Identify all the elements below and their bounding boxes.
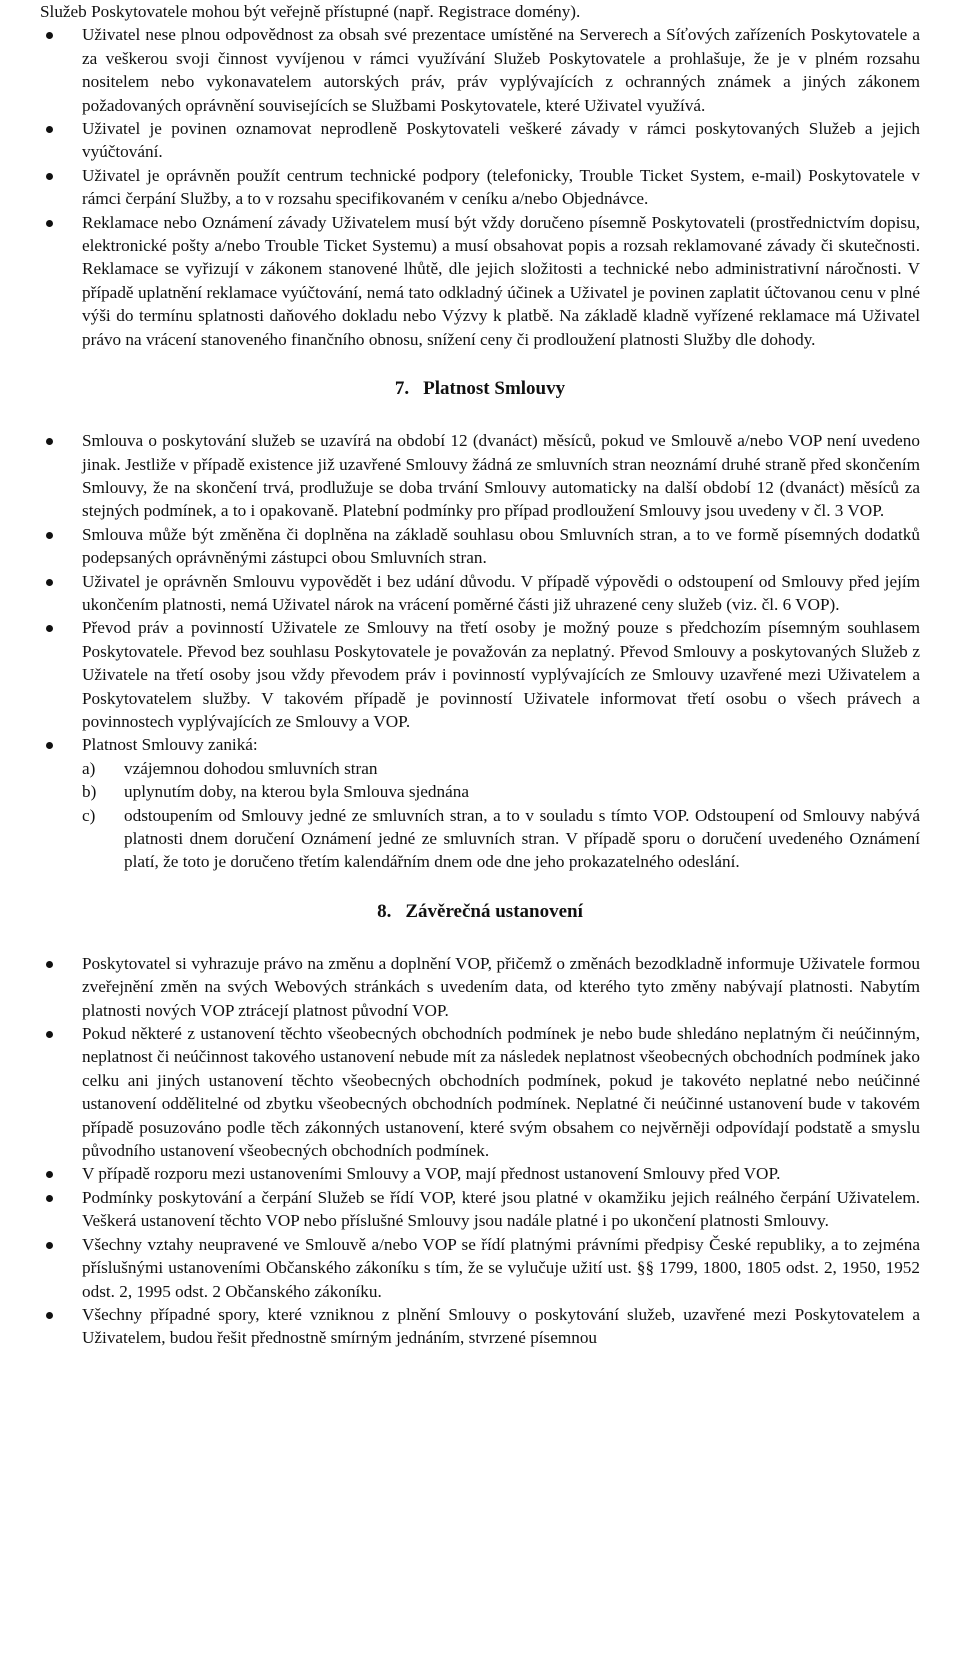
list-item-text: Uživatel je oprávněn použít centrum technické podpory (telefonicky, Trouble Ticket System, e-mail) Poskytovatele v rámci čerpání Služby, a to v rozsahu specifikovaném v ceníku a/nebo Objednávce.: [82, 165, 920, 209]
list-item: [82, 733, 920, 873]
list-item-text: Reklamace nebo Oznámení závady Uživatelem musí být vždy doručeno písemně Poskytovateli (prostřednictvím dopisu, elektronické pošty a/nebo Trouble Ticket Systemu) a musí obsahovat popis a rozsah reklamované závady či skutečnosti. Reklamace se vyřizují v zákonem stanovené lhůtě, dle jejich složitosti a technické nebo administrativní náročnosti. V případě uplatnění reklamace vyúčtování, nemá tato odkladný účinek a Uživatel je povinen zaplatit účtovanou cenu v plné výši do termínu splatnosti daňového dokladu nebo Výzvy k platbě. Na základě kladně vyřízené reklamace má Uživatel právo na vrácení stanoveného finančního obnosu, snížení ceny či prodloužení platnosti Služby dle dohody.: [82, 212, 920, 349]
section-number: 8.: [377, 900, 392, 922]
bullet-icon: [46, 32, 53, 39]
sub-list-item: [82, 757, 920, 780]
section-heading-8: [40, 900, 920, 924]
sub-item-letter: b): [82, 782, 97, 802]
sub-item-letter: a): [82, 758, 96, 778]
list-item: [82, 1233, 920, 1303]
section6-list: [40, 23, 920, 351]
bullet-icon: [46, 1312, 53, 1319]
section-number: 7.: [394, 378, 410, 400]
bullet-icon: [46, 625, 53, 632]
list-item-text: V případě rozporu mezi ustanoveními Smlouvy a VOP, mají přednost ustanovení Smlouvy před VOP.: [82, 1164, 781, 1184]
list-item: [82, 523, 920, 570]
list-item-text: Převod práv a povinností Uživatele ze Smlouvy na třetí osoby je možný pouze s předchozím písemným souhlasem Poskytovatele. Převod bez souhlasu Poskytovatele je považován za neplatný. Převod Smlouvy a poskytovaných Služeb z Uživatele na třetí osoby jsou vždy převodem práv i povinností vyplývajících ze Smlouvy uzavřené mezi Uživatelem a Poskytovatelem služby. V takovém případě je povinností Uživatele informovat třetí osobu o všech právech a povinnostech vyplývajících ze Smlouvy a VOP.: [82, 618, 920, 731]
bullet-icon: [46, 173, 53, 180]
bullet-icon: [46, 438, 53, 445]
bullet-icon: [46, 1171, 53, 1178]
list-item-text: Platnost Smlouvy zaniká:: [82, 735, 258, 755]
list-item-text: Všechny vztahy neupravené ve Smlouvě a/nebo VOP se řídí platnými právními předpisy České republiky, a to zejména příslušnými ustanoveními Občanského zákoníku s tím, že se vylučuje užití ust. §§ 1799, 1800, 1805 odst. 2, 1950, 1952 odst. 2, 1995 odst. 2 Občanského zákoníku.: [82, 1234, 920, 1301]
bullet-icon: [46, 220, 53, 227]
list-item-text: Uživatel nese plnou odpovědnost za obsah své prezentace umístěné na Serverech a Síťových zařízeních Poskytovatele a za veškerou svoji činnost vyvíjenou v rámci využívání Služeb Poskytovatele a prohlašuje, že je v plném rozsahu nositelem nebo vykonavatelem autorských práv, práv vyplývajících z ochranných známek a jiných zákonem požadovaných oprávnění souvisejících se Službami Poskytovatele, které Uživatel využívá.: [82, 25, 920, 115]
bullet-icon: [46, 532, 53, 539]
list-item: [82, 1186, 920, 1233]
list-item-text: Uživatel je oprávněn Smlouvu vypovědět i bez udání důvodu. V případě výpovědi o odstoupení od Smlouvy před jejím ukončením platnosti, nemá Uživatel nárok na vrácení poměrné části již uhrazené ceny služeb (viz. čl. 6 VOP).: [82, 571, 920, 614]
sub-list-item: [82, 780, 920, 803]
list-item: [82, 429, 920, 523]
bullet-icon: [46, 1242, 53, 1249]
section-heading-7: [40, 377, 920, 401]
list-item: [82, 164, 920, 211]
list-item: [82, 211, 920, 351]
bullet-icon: [46, 126, 53, 133]
list-item: [82, 952, 920, 1022]
list-item: [82, 616, 920, 733]
list-item: [82, 570, 920, 617]
sub-item-text: uplynutím doby, na kterou byla Smlouva sjednána: [124, 782, 469, 802]
bullet-icon: [46, 961, 53, 968]
list-item-text: Poskytovatel si vyhrazuje právo na změnu a doplnění VOP, přičemž o změnách bezodkladně informuje Uživatele formou zveřejnění změn na svých Webových stránkách s uvedením data, od kterého tyto změny nabývají platnosti. Nabytím platnosti nových VOP ztrácejí platnost původní VOP.: [82, 953, 920, 1020]
sub-item-text: odstoupením od Smlouvy jedné ze smluvních stran, a to v souladu s tímto VOP. Odstoupení od Smlouvy nabývá platnosti dnem doručení Oznámení jedné ze smluvních stran. V případě sporu o doručení uvedeného Oznámení platí, že toto je doručeno třetím kalendářním dnem ode dne jeho prokazatelného odeslání.: [124, 805, 920, 872]
sub-item-text: vzájemnou dohodou smluvních stran: [124, 758, 378, 778]
list-item-text: Všechny případné spory, které vzniknou z plnění Smlouvy o poskytování služeb, uzavřené mezi Poskytovatelem a Uživatelem, budou řešit přednostně smírným jednáním, stvrzené písemnou: [82, 1304, 920, 1348]
sub-list-item: [82, 804, 920, 874]
list-item: [82, 1022, 920, 1162]
termination-sublist: [82, 757, 920, 874]
list-item: [82, 23, 920, 117]
list-item: [82, 117, 920, 164]
bullet-icon: [46, 742, 53, 749]
bullet-icon: [46, 1031, 53, 1038]
section8-list: [40, 952, 920, 1350]
sub-item-letter: c): [82, 805, 96, 825]
list-item-text: Pokud některé z ustanovení těchto všeobecných obchodních podmínek je nebo bude shledáno neplatným či neúčinným, neplatnost či neúčinnost takového ustanovení nebude mít za následek neplatnost všeobecných obchodních podmínek jako celku ani jiných ustanovení těchto všeobecných obchodních podmínek, pokud je takovéto neplatné nebo neúčinné ustanovení oddělitelné od zbytku všeobecných obchodních podmínek. Neplatné či neúčinné ustanovení bude v takovém případě posuzováno podle těch zákonných ustanovení, které svým obsahem co nejvěrněji odpovídají podstatě a smyslu původního ustanovení všeobecných obchodních podmínek.: [82, 1024, 920, 1161]
section-title: Platnost Smlouvy: [423, 378, 566, 400]
list-item-text: Smlouva o poskytování služeb se uzavírá na období 12 (dvanáct) měsíců, pokud ve Smlouvě a/nebo VOP není uvedeno jinak. Jestliže v případě existence již uzavřené Smlouvy žádná ze smluvních stran neoznámí druhé straně před skončením Smlouvy, že na skončení trvá, prodlužuje se doba trvání Smlouvy automaticky na další období 12 (dvanáct) měsíců za stejných podmínek, a to i opakovaně. Platební podmínky pro případ prodloužení Smlouvy jsou uvedeny v čl. 3 VOP.: [82, 431, 920, 521]
list-item-text: Smlouva může být změněna či doplněna na základě souhlasu obou Smluvních stran, a to ve formě písemných dodatků podepsaných oprávněnými zástupci obou Smluvních stran.: [82, 524, 920, 568]
top-fragment: Služeb Poskytovatele mohou být veřejně přístupné (např. Registrace domény).: [40, 2, 581, 21]
list-item: [82, 1162, 920, 1185]
section7-list: [40, 429, 920, 874]
list-item-text: Uživatel je povinen oznamovat neprodleně Poskytovateli veškeré závady v rámci poskytovaných Služeb a jejich vyúčtování.: [82, 119, 920, 162]
section-title: Závěrečná ustanovení: [405, 900, 583, 922]
list-item: [82, 1303, 920, 1350]
list-item-text: Podmínky poskytování a čerpání Služeb se řídí VOP, které jsou platné v okamžiku jejich reálného čerpání Uživatelem. Veškerá ustanovení těchto VOP nebo příslušné Smlouvy jsou nadále platné i po ukončení platnosti Smlouvy.: [82, 1187, 920, 1231]
bullet-icon: [46, 579, 53, 586]
bullet-icon: [46, 1195, 53, 1202]
